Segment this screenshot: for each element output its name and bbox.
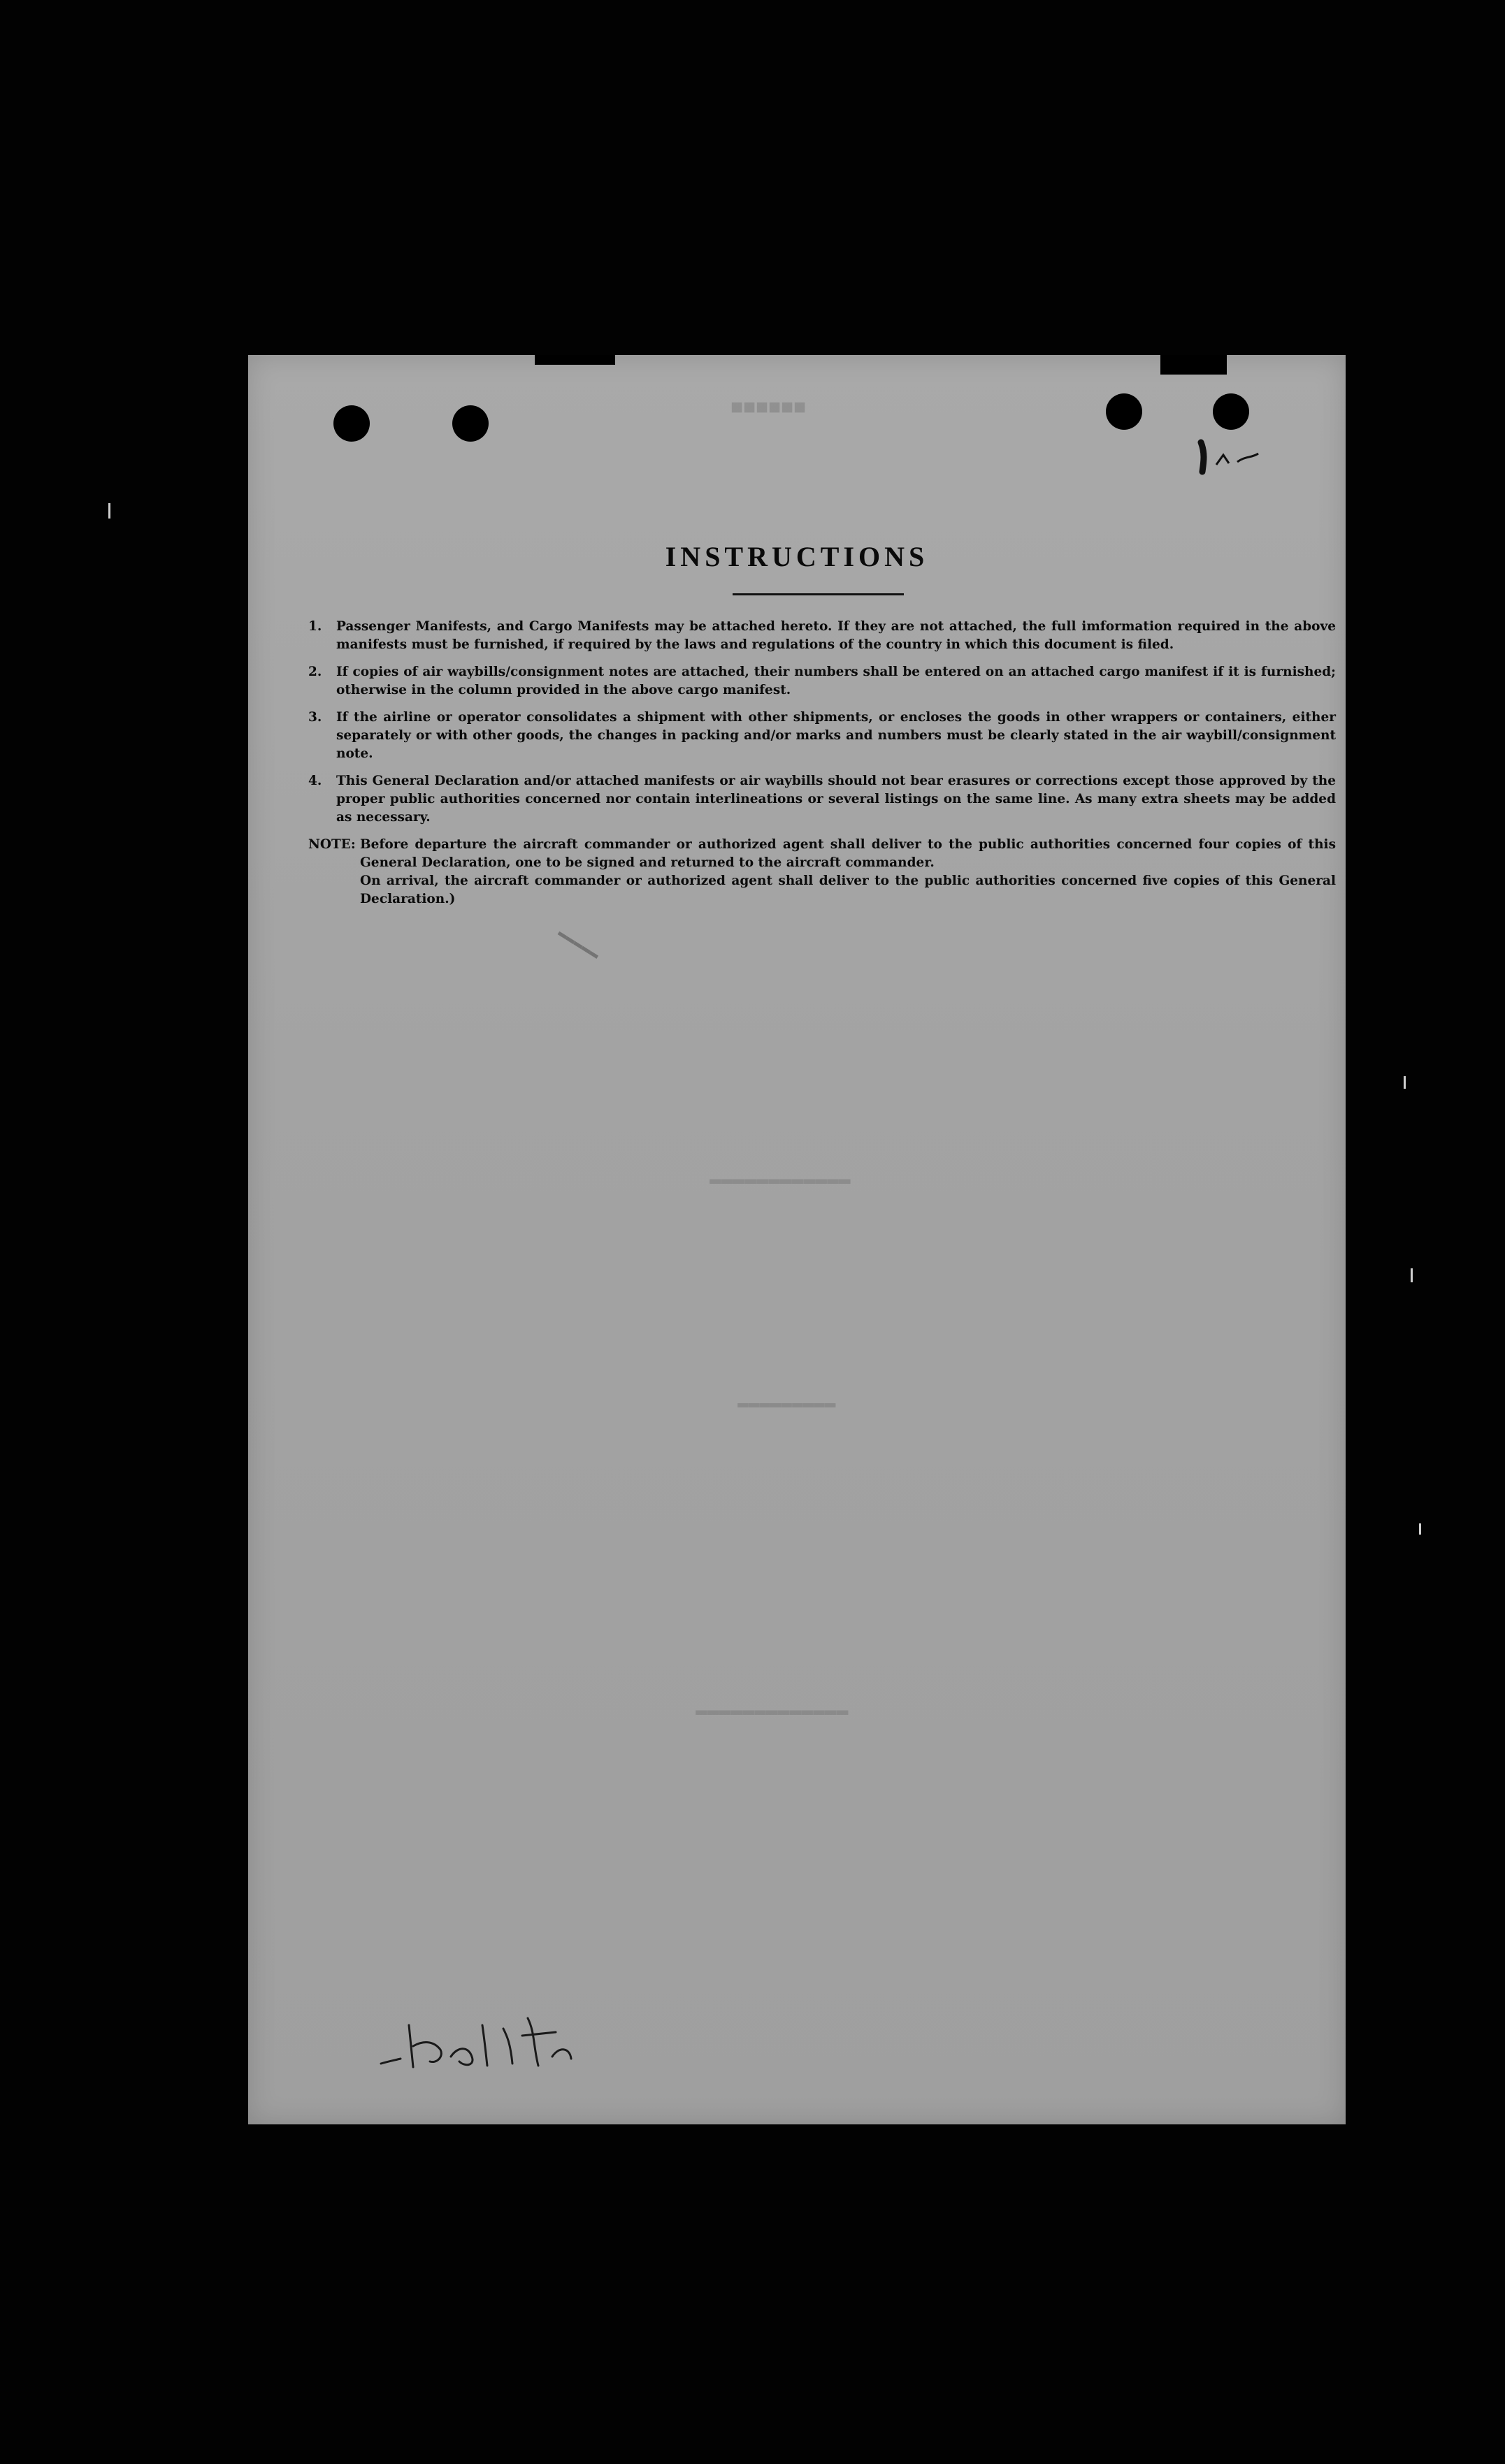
instruction-number: 1. [308,619,322,634]
top-notch-right [1160,355,1227,375]
punch-hole-right-2 [1213,393,1249,430]
bleed-through-text: ▬▬▬▬▬▬▬▬▬▬▬▬▬ [696,1700,849,1722]
handwritten-corner-mark [1188,428,1265,477]
instructions-list [308,618,1336,908]
title-underline [733,593,904,595]
faded-stamp: ▬▬▬▬▬ [554,924,603,964]
note-block [308,836,1336,908]
bleed-through-text: ▬▬▬▬▬▬▬▬▬ [737,1393,836,1414]
bleed-through-text: ▬▬▬▬▬▬▬▬▬▬▬▬ [710,1169,851,1191]
note-body [336,836,1336,908]
instruction-number: 4. [308,774,322,788]
note-arrival-text: On arrival, the aircraft commander or authorized agent shall deliver to the public authorities concerned five copies of this General Declaration.) [360,874,1336,906]
top-notch-left [535,355,615,365]
handwritten-signature [367,1997,584,2081]
scan-artifact [1411,1268,1413,1282]
scan-artifact [1404,1076,1406,1089]
instruction-item [308,772,1336,827]
note-departure-text: Before departure the aircraft commander or authorized agent shall deliver to the public authorities concerned four copies of this General Declaration, one to be signed and returned to the aircraft commander. [360,837,1336,870]
punch-hole-left-1 [333,405,370,442]
scan-artifact [108,503,110,519]
instruction-text: If copies of air waybills/consignment notes are attached, their numbers shall be entered on an attached cargo manifest if it is furnished; otherwise in the column provided in the above cargo manifest. [336,665,1336,697]
note-label: NOTE: [308,837,356,852]
instruction-item [308,709,1336,763]
document-page [248,355,1346,2124]
bleed-through-text: ■■■■■■ [730,397,807,421]
instruction-item [308,663,1336,700]
instruction-item [308,618,1336,654]
instruction-number: 2. [308,665,322,679]
page-title: INSTRUCTIONS [665,541,929,572]
scan-artifact [1419,1523,1421,1535]
punch-hole-right-1 [1106,393,1142,430]
punch-hole-left-2 [452,405,489,442]
instruction-text: If the airline or operator consolidates a shipment with other shipments, or encloses the goods in other wrappers or containers, either separately or with other goods, the changes in packing and/or marks and numbers must be clearly stated in the air waybill/consignment note. [336,710,1336,761]
instruction-text: Passenger Manifests, and Cargo Manifests may be attached hereto. If they are not attached, the full imformation required in the above manifests must be furnished, if required by the laws and regulations of the country in which this document is filed. [336,619,1336,652]
instruction-number: 3. [308,710,322,725]
instruction-text: This General Declaration and/or attached manifests or air waybills should not bear erasures or corrections except those approved by the proper public authorities concerned nor contain interlineations or several listings on the same line. As many extra sheets may be added as necessary. [336,774,1336,825]
